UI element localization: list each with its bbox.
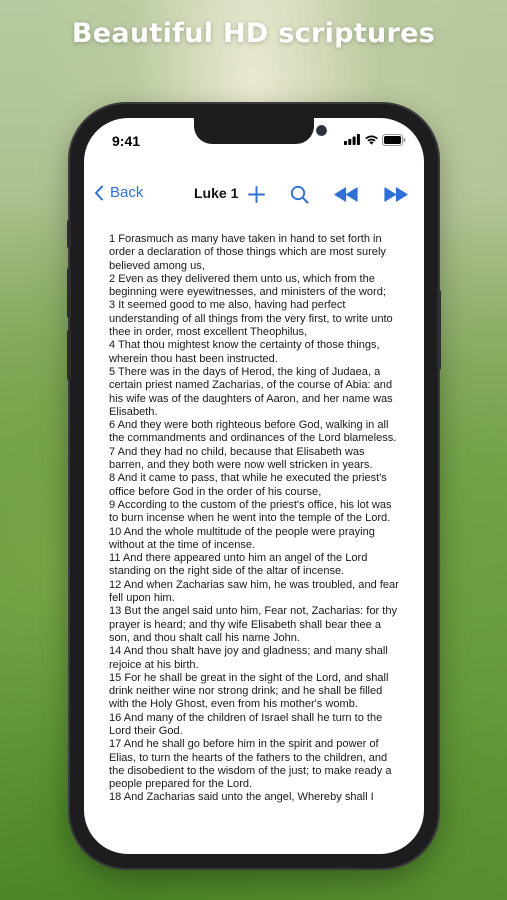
scripture-text <box>109 233 401 805</box>
verse-5: 5 There was in the days of Herod, the king of Judaea, a certain priest named Zacharias, of the course of Abia: and his wife was of the daughters of Aaron, and her name was Elisabeth. <box>109 365 393 418</box>
verse-9: 9 According to the custom of the priest's office, his lot was to burn incense when he went into the temple of the Lord. <box>109 498 392 525</box>
verse-15: 15 For he shall be great in the sight of the Lord, and shall drink neither wine nor strong drink; and he shall be filled with the Holy Ghost, even from his mother's womb. <box>109 671 389 711</box>
verse-11: 11 And there appeared unto him an angel of the Lord standing on the right side of the altar of incense. <box>109 552 368 578</box>
verse-12: 12 And when Zacharias saw him, he was troubled, and fear fell upon him. <box>109 578 399 605</box>
plus-icon <box>248 186 265 203</box>
verse-13: 13 But the angel said unto him, Fear not, Zacharias: for thy prayer is heard; and thy wife Elisabeth shall bear thee a son, and thou shalt call his name John. <box>109 605 397 644</box>
phone-action-button <box>67 220 71 248</box>
verse-3: 3 It seemed good to me also, having had perfect understanding of all things from the very first, to write unto thee in order, most excellent Theophilus, <box>109 299 393 339</box>
status-time: 9:41 <box>112 133 141 149</box>
phone-volume-down-button <box>67 330 71 380</box>
verse-17: 17 And he shall go before him in the spirit and power of Elias, to turn the hearts of the fathers to the children, and the disobedient to the wisdom of the just; to make ready a people prepared for the Lord. <box>109 738 392 791</box>
next-chapter-button[interactable] <box>382 182 410 206</box>
verse-18: 18 And Zacharias said unto the angel, Whereby shall I <box>109 791 374 804</box>
previous-chapter-button[interactable] <box>332 182 360 206</box>
back-button[interactable] <box>94 184 143 201</box>
verse-10: 10 And the whole multitude of the people were praying without at the time of incense. <box>109 525 375 551</box>
verse-6: 6 And they were both righteous before God, walking in all the commandments and ordinances of the Lord blameless. <box>109 419 397 445</box>
phone-screen <box>84 118 424 854</box>
verse-1: 1 Forasmuch as many have taken in hand to set forth in order a declaration of those things which are most surely believed among us, <box>109 233 386 272</box>
rewind-icon <box>333 187 359 202</box>
chevron-left-icon <box>94 185 104 201</box>
headline: Beautiful HD scriptures <box>71 18 436 49</box>
fast-forward-icon <box>383 187 409 202</box>
wifi-icon <box>364 134 379 145</box>
battery-icon <box>382 134 406 146</box>
search-icon <box>290 185 309 204</box>
verse-16: 16 And many of the children of Israel shall he turn to the Lord their God. <box>109 711 383 737</box>
navigation-bar <box>84 180 424 210</box>
verse-14: 14 And thou shalt have joy and gladness; and many shall rejoice at his birth. <box>109 645 388 671</box>
verse-4: 4 That thou mightest know the certainty of those things, wherein thou hast been instructed. <box>109 339 380 365</box>
phone-volume-up-button <box>67 268 71 318</box>
signal-icon <box>344 134 360 145</box>
back-label: Back <box>110 184 144 201</box>
verse-2: 2 Even as they delivered them unto us, which from the beginning were eyewitnesses, and ministers of the word; <box>109 272 386 299</box>
search-button[interactable] <box>287 182 311 206</box>
notch <box>194 118 314 144</box>
camera-icon <box>316 125 327 136</box>
verse-7: 7 And they had no child, because that Elisabeth was barren, and they both were now well stricken in years. <box>109 445 373 472</box>
add-button[interactable] <box>244 182 268 206</box>
verse-8: 8 And it came to pass, that while he executed the priest's office before God in the order of his course, <box>109 472 387 498</box>
chapter-title: Luke 1 <box>194 185 239 201</box>
phone-power-button <box>437 290 441 370</box>
